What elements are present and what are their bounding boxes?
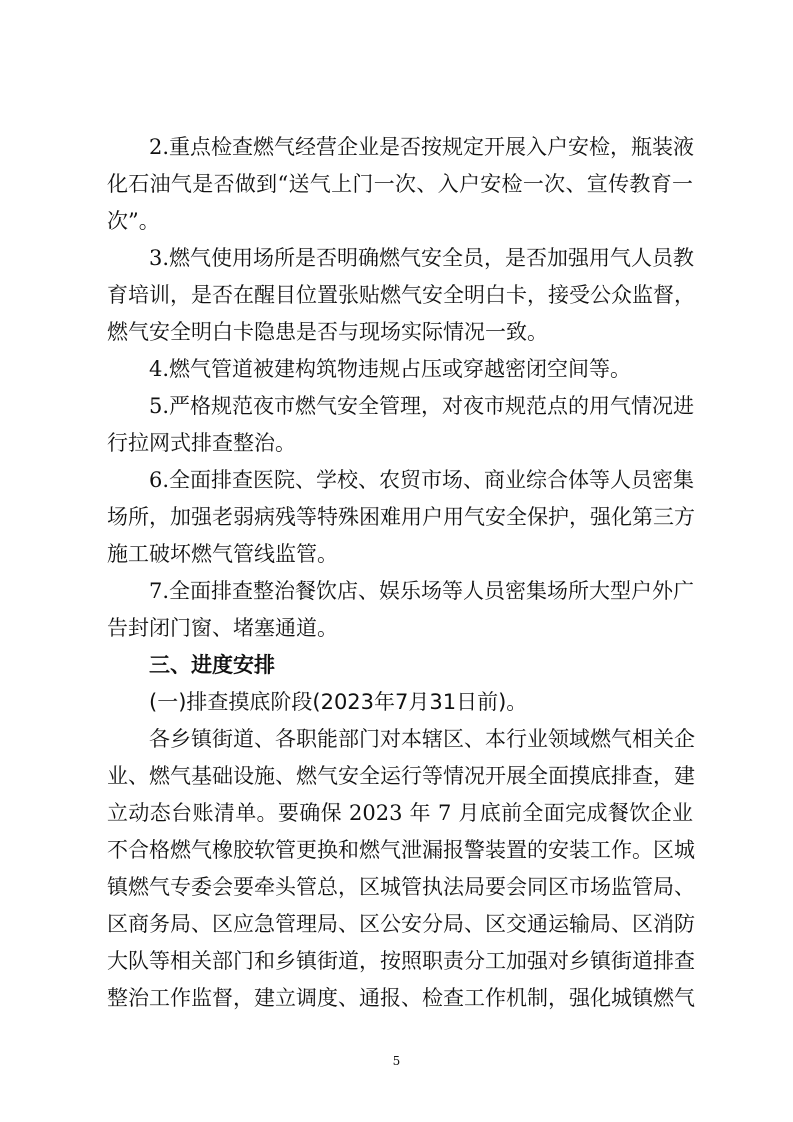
text-line: 2.重点检查燃气经营企业是否按规定开展入户安检，瓶装液 <box>149 135 695 159</box>
text-line: 育培训，是否在醒目位置张贴燃气安全明白卡，接受公众监督， <box>107 283 695 307</box>
text-line: 区商务局、区应急管理局、区公安分局、区交通运输局、区消防 <box>107 912 695 936</box>
subsection-heading: (一)排查摸底阶段(2023年7月31日前)。 <box>149 690 528 714</box>
text-line: 各乡镇街道、各职能部门对本辖区、本行业领域燃气相关企 <box>149 727 695 751</box>
text-line: 不合格燃气橡胶软管更换和燃气泄漏报警装置的安装工作。区城 <box>107 838 695 862</box>
text-line: 业、燃气基础设施、燃气安全运行等情况开展全面摸底排查，建 <box>107 764 695 788</box>
text-line: 施工破坏燃气管线监管。 <box>107 542 338 566</box>
page-number: 5 <box>392 1054 401 1068</box>
text-line: 大队等相关部门和乡镇街道，按照职责分工加强对乡镇街道排查 <box>107 949 695 973</box>
text-line: 3.燃气使用场所是否明确燃气安全员，是否加强用气人员教 <box>149 246 695 270</box>
text-line: 立动态台账清单。要确保 2023 年 7 月底前全面完成餐饮企业 <box>107 801 693 825</box>
text-line: 6.全面排查医院、学校、农贸市场、商业综合体等人员密集 <box>149 468 695 492</box>
text-line: 行拉网式排查整治。 <box>107 431 296 455</box>
text-line: 整治工作监督，建立调度、通报、检查工作机制，强化城镇燃气 <box>107 986 695 1010</box>
text-line: 告封闭门窗、堵塞通道。 <box>107 616 338 640</box>
text-line: 化石油气是否做到“送气上门一次、入户安检一次、宣传教育一 <box>107 172 693 196</box>
text-line: 5.严格规范夜市燃气安全管理，对夜市规范点的用气情况进 <box>149 394 695 418</box>
text-line: 场所，加强老弱病残等特殊困难用户用气安全保护，强化第三方 <box>107 505 695 529</box>
text-line: 4.燃气管道被建构筑物违规占压或穿越密闭空间等。 <box>149 357 632 381</box>
text-line: 燃气安全明白卡隐患是否与现场实际情况一致。 <box>107 320 548 344</box>
section-heading: 三、进度安排 <box>149 653 275 677</box>
text-line: 镇燃气专委会要牵头管总，区城管执法局要会同区市场监管局、 <box>107 875 695 899</box>
text-line: 7.全面排查整治餐饮店、娱乐场等人员密集场所大型户外广 <box>149 579 695 603</box>
text-line: 次”。 <box>107 209 160 233</box>
